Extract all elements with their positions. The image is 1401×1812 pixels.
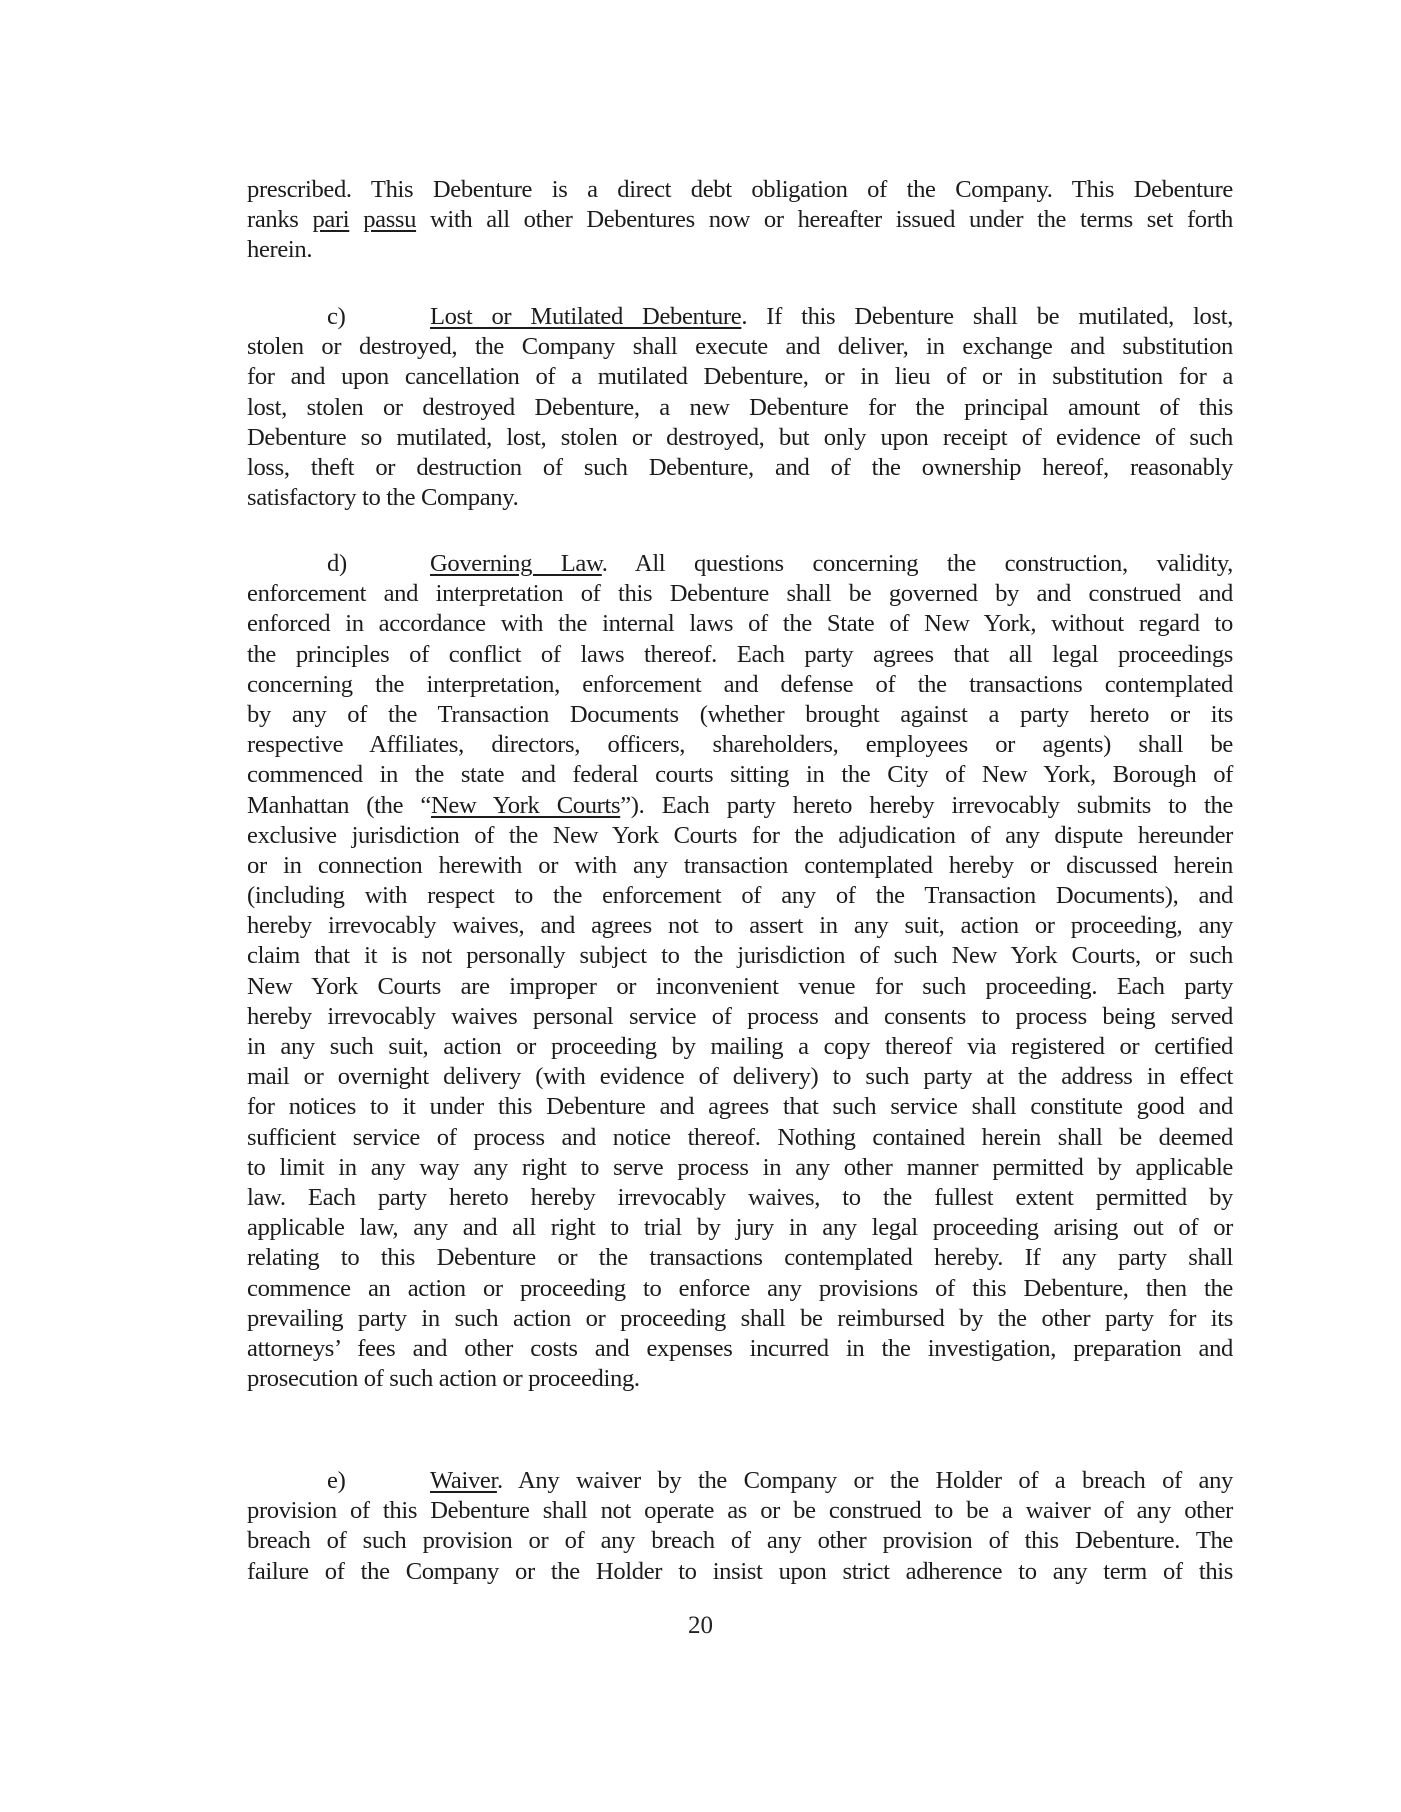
page-number: 20 xyxy=(688,1612,713,1639)
paragraph-intro xyxy=(247,175,1233,266)
text-line: claim that it is not personally subject to the jurisdiction of such New York Courts, or such xyxy=(247,942,1233,970)
text-line: hereby irrevocably waives, and agrees not to assert in any suit, action or proceeding, any xyxy=(247,912,1233,940)
text-line: in any such suit, action or proceeding by mailing a copy thereof via registered or certified xyxy=(247,1033,1233,1060)
text-line: failure of the Company or the Holder to insist upon strict adherence to any term of this xyxy=(247,1557,1233,1585)
text-line: hereby irrevocably waives personal service of process and consents to process being served xyxy=(247,1002,1233,1030)
text-line: for notices to it under this Debenture and agrees that such service shall constitute good and xyxy=(247,1093,1233,1121)
text-line: to limit in any way any right to serve process in any other manner permitted by applicable xyxy=(247,1153,1233,1181)
section-label: d) xyxy=(327,550,347,577)
text-line: respective Affiliates, directors, officers, shareholders, employees or agents) shall be xyxy=(247,731,1233,759)
text-line: loss, theft or destruction of such Debenture, and of the ownership hereof, reasonably xyxy=(247,453,1233,481)
text-line: (including with respect to the enforcement of any of the Transaction Documents), and xyxy=(247,882,1233,910)
text-line: exclusive jurisdiction of the New York Courts for the adjudication of any dispute hereunder xyxy=(247,821,1233,849)
section-heading: Governing Law xyxy=(430,550,602,577)
section-d-governing-law xyxy=(247,549,1233,1394)
text-line: prevailing party in such action or proceeding shall be reimbursed by the other party for its xyxy=(247,1304,1233,1332)
text-line: Manhattan (the “New York Courts”). Each party hereto hereby irrevocably submits to the xyxy=(247,791,1233,819)
text-line: sufficient service of process and notice thereof. Nothing contained herein shall be deemed xyxy=(247,1123,1233,1151)
text-line: applicable law, any and all right to trial by jury in any legal proceeding arising out of or xyxy=(247,1214,1233,1242)
text-line: lost, stolen or destroyed Debenture, a new Debenture for the principal amount of this xyxy=(247,393,1233,421)
pari-passu-term: pari xyxy=(312,206,350,234)
text-line: law. Each party hereto hereby irrevocably waives, to the fullest extent permitted by xyxy=(247,1183,1233,1211)
text-line: stolen or destroyed, the Company shall execute and deliver, in exchange and substitution xyxy=(247,333,1233,361)
text-line: provision of this Debenture shall not operate as or be construed to be a waiver of any other xyxy=(247,1497,1233,1525)
section-e-waiver xyxy=(247,1466,1233,1587)
text-line: prosecution of such action or proceeding. xyxy=(247,1365,640,1393)
section-c-lost-or-mutilated xyxy=(247,302,1233,513)
section-heading: Lost or Mutilated Debenture xyxy=(430,303,742,330)
text-line: breach of such provision or of any breach of any other provision of this Debenture. The xyxy=(247,1527,1233,1555)
text-line: commenced in the state and federal courts sitting in the City of New York, Borough of xyxy=(247,761,1233,789)
defined-term-new-york-courts: New York Courts xyxy=(430,791,621,819)
text-line: for and upon cancellation of a mutilated Debenture, or in lieu of or in substitution for a xyxy=(247,363,1233,391)
section-heading-line: c) Lost or Mutilated Debenture. If this Debenture shall be mutilated, lost, xyxy=(247,302,1233,332)
text-line: attorneys’ fees and other costs and expenses incurred in the investigation, preparation and xyxy=(247,1334,1233,1362)
section-label: e) xyxy=(327,1467,346,1494)
text-line: relating to this Debenture or the transactions contemplated hereby. If any party shall xyxy=(247,1244,1233,1272)
text-line: enforcement and interpretation of this Debenture shall be governed by and construed and xyxy=(247,580,1233,608)
text-line: prescribed. This Debenture is a direct debt obligation of the Company. This Debenture xyxy=(247,176,1233,203)
text-line: Debenture so mutilated, lost, stolen or destroyed, but only upon receipt of evidence of such xyxy=(247,423,1233,451)
text-line: the principles of conflict of laws thereof. Each party agrees that all legal proceedings xyxy=(247,640,1233,668)
text-line: ranks pari passu with all other Debentures now or hereafter issued under the terms set forth xyxy=(247,206,1233,234)
section-heading: Waiver xyxy=(430,1467,497,1494)
text-line: enforced in accordance with the internal laws of the State of New York, without regard to xyxy=(247,610,1233,638)
section-heading-line: d) Governing Law. All questions concerning the construction, validity, xyxy=(247,549,1233,579)
text-line: New York Courts are improper or inconvenient venue for such proceeding. Each party xyxy=(247,972,1233,1000)
text-line: mail or overnight delivery (with evidence of delivery) to such party at the address in effect xyxy=(247,1063,1233,1091)
text-line: or in connection herewith or with any transaction contemplated hereby or discussed herein xyxy=(247,851,1233,879)
pari-passu-term: passu xyxy=(363,206,417,234)
text-line: herein. xyxy=(247,236,313,264)
text-line: concerning the interpretation, enforcement and defense of the transactions contemplated xyxy=(247,670,1233,698)
section-label: c) xyxy=(327,303,346,330)
text-line: satisfactory to the Company. xyxy=(247,484,519,512)
text-line: commence an action or proceeding to enforce any provisions of this Debenture, then the xyxy=(247,1274,1233,1302)
section-heading-line: e) Waiver. Any waiver by the Company or the Holder of a breach of any xyxy=(247,1466,1233,1496)
text-line: by any of the Transaction Documents (whether brought against a party hereto or its xyxy=(247,700,1233,728)
